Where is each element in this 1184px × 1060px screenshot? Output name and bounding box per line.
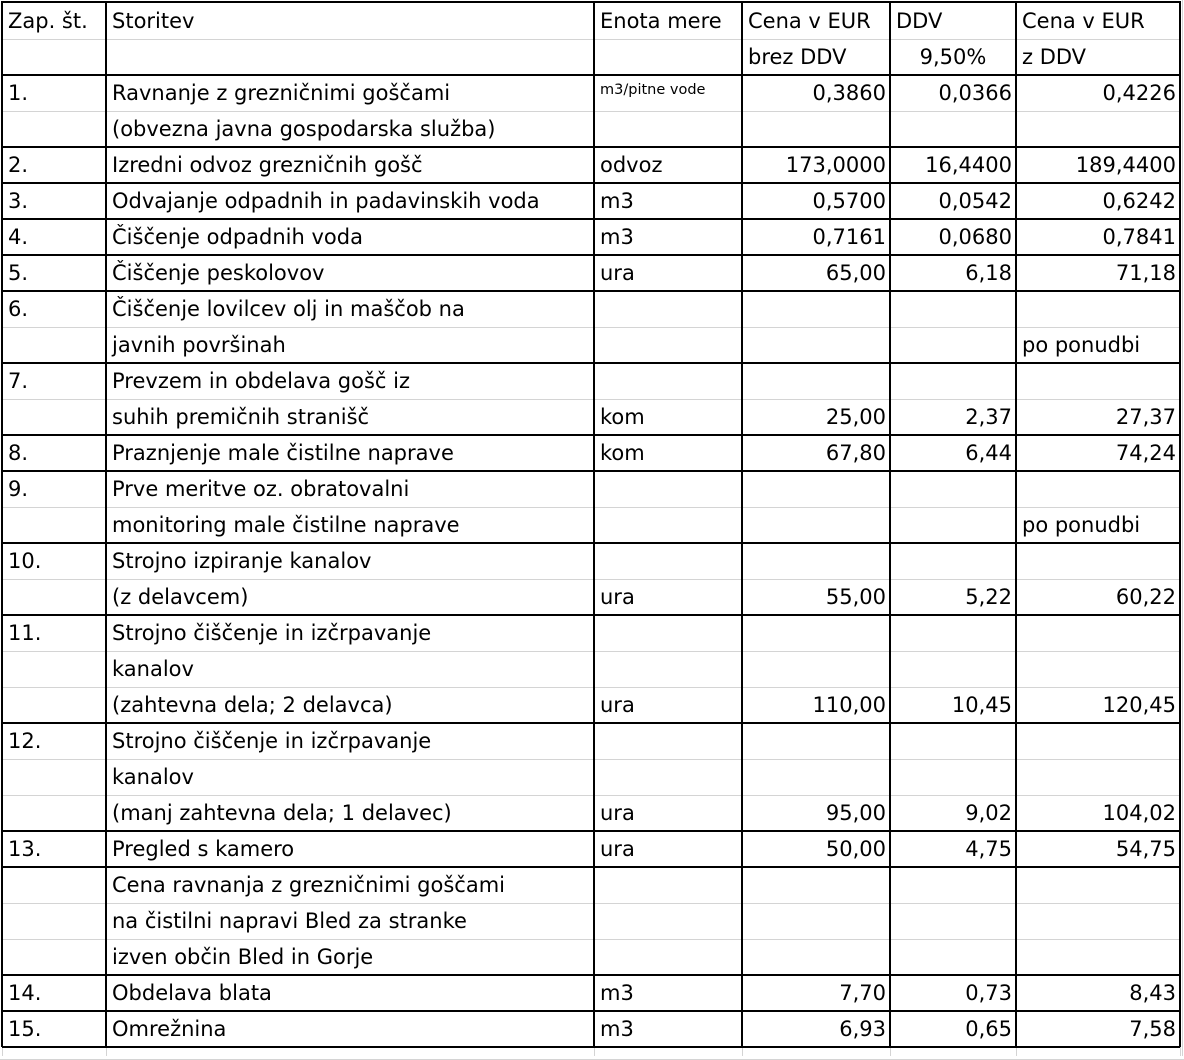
service-description: Čiščenje odpadnih voda <box>112 225 363 249</box>
price-without-vat: 110,00 <box>812 693 886 717</box>
service-description: Prve meritve oz. obratovalni <box>112 477 410 501</box>
service-description: Strojno čiščenje in izčrpavanje <box>112 729 432 753</box>
vat-amount <box>890 507 1016 543</box>
header-storitev: Storitev <box>112 9 195 33</box>
border-line <box>1179 1 1181 1047</box>
row-number: 6. <box>8 297 29 321</box>
row-number: 14. <box>8 981 42 1005</box>
gridline <box>2 1047 3 1056</box>
service-description: Pregled s kamero <box>112 837 295 861</box>
vat-amount: 0,0542 <box>938 189 1012 213</box>
border-line <box>2 1010 1180 1012</box>
price-with-vat: 120,45 <box>1102 693 1176 717</box>
row-number: 7. <box>8 369 29 393</box>
service-description: Strojno čiščenje in izčrpavanje <box>112 621 432 645</box>
price-without-vat: 173,0000 <box>785 153 886 177</box>
service-description: Ravnanje z grezničnimi goščami <box>112 81 451 105</box>
vat-amount: 16,4400 <box>925 153 1012 177</box>
vat-amount: 0,65 <box>965 1017 1012 1041</box>
vat-amount: 0,0366 <box>938 81 1012 105</box>
gridline <box>2 39 1180 40</box>
gridline <box>1016 1047 1017 1056</box>
gridline <box>890 1047 891 1056</box>
service-description: (zahtevna dela; 2 delavca) <box>112 693 393 717</box>
gridline <box>2 759 1180 760</box>
service-description: kanalov <box>112 765 194 789</box>
price-with-vat: 74,24 <box>1115 441 1176 465</box>
price-without-vat: 7,70 <box>839 981 886 1005</box>
service-description: (z delavcem) <box>112 585 249 609</box>
price-with-vat <box>1016 939 1180 975</box>
border-line <box>2 362 1180 364</box>
unit-of-measure: m3 <box>600 1017 634 1041</box>
unit-of-measure <box>594 939 742 975</box>
border-line <box>1015 1 1017 1047</box>
border-line <box>2 254 1180 256</box>
unit-of-measure: ura <box>600 693 635 717</box>
gridline <box>2 327 1180 328</box>
gridline <box>1180 1047 1181 1056</box>
unit-of-measure: kom <box>600 405 645 429</box>
price-note: po ponudbi <box>1022 333 1141 357</box>
gridline <box>742 1047 743 1056</box>
border-line <box>2 830 1180 832</box>
price-with-vat: 54,75 <box>1115 837 1176 861</box>
price-without-vat: 0,7161 <box>812 225 886 249</box>
vat-amount: 5,22 <box>965 585 1012 609</box>
unit-of-measure: m3 <box>600 225 634 249</box>
price-without-vat: 95,00 <box>825 801 886 825</box>
price-with-vat: 7,58 <box>1129 1017 1176 1041</box>
unit-of-measure <box>594 327 742 363</box>
price-with-vat: 189,4400 <box>1075 153 1176 177</box>
vat-amount: 0,0680 <box>938 225 1012 249</box>
service-description: suhih premičnih stranišč <box>112 405 370 429</box>
service-description: Čiščenje lovilcev olj in maščob na <box>112 297 465 321</box>
gridline <box>2 903 1180 904</box>
service-description: Obdelava blata <box>112 981 272 1005</box>
service-description: Cena ravnanja z grezničnimi goščami <box>112 873 506 897</box>
service-description: Izredni odvoz grezničnih gošč <box>112 153 423 177</box>
price-without-vat: 50,00 <box>825 837 886 861</box>
gridline <box>2 111 1180 112</box>
row-number: 13. <box>8 837 42 861</box>
price-with-vat: 8,43 <box>1129 981 1176 1005</box>
service-description: Odvajanje odpadnih in padavinskih voda <box>112 189 540 213</box>
unit-of-measure: odvoz <box>600 153 663 177</box>
service-description: na čistilni napravi Bled za stranke <box>112 909 467 933</box>
header-cena-z-line1: Cena v EUR <box>1022 9 1145 33</box>
vat-amount: 0,73 <box>965 981 1012 1005</box>
price-without-vat: 6,93 <box>839 1017 886 1041</box>
gridline <box>106 1047 107 1056</box>
price-with-vat: 27,37 <box>1115 405 1176 429</box>
gridline <box>2 507 1180 508</box>
gridline <box>2 687 1180 688</box>
header-cena-z-line2: z DDV <box>1022 45 1087 69</box>
unit-of-measure: ura <box>600 801 635 825</box>
border-line <box>2 1046 1180 1048</box>
price-without-vat: 0,5700 <box>812 189 886 213</box>
header-cena-brez-line1: Cena v EUR <box>748 9 871 33</box>
header-zap: Zap. št. <box>8 9 88 33</box>
vat-amount: 9,02 <box>965 801 1012 825</box>
unit-of-measure: ura <box>600 837 635 861</box>
border-line <box>2 974 1180 976</box>
border-line <box>2 542 1180 544</box>
header-ddv-line1: DDV <box>896 9 943 33</box>
service-description: Strojno izpiranje kanalov <box>112 549 372 573</box>
border-line <box>2 434 1180 436</box>
service-description: Prevzem in obdelava gošč iz <box>112 369 411 393</box>
gridline <box>2 651 1180 652</box>
row-number: 11. <box>8 621 42 645</box>
border-line <box>2 722 1180 724</box>
border-line <box>593 1 595 1047</box>
unit-of-measure: ura <box>600 585 635 609</box>
price-without-vat: 55,00 <box>825 585 886 609</box>
row-number: 12. <box>8 729 42 753</box>
service-description: (obvezna javna gospodarska služba) <box>112 117 496 141</box>
border-line <box>1 1 3 1047</box>
service-description: Čiščenje peskolovov <box>112 261 325 285</box>
header-cena-brez-line2: brez DDV <box>748 45 847 69</box>
price-without-vat <box>742 939 890 975</box>
service-description: Praznjenje male čistilne naprave <box>112 441 454 465</box>
gridline <box>594 1047 595 1056</box>
service-description: Omrežnina <box>112 1017 227 1041</box>
row-number: 4. <box>8 225 29 249</box>
price-with-vat: 0,6242 <box>1102 189 1176 213</box>
row-number: 2. <box>8 153 29 177</box>
service-description: monitoring male čistilne naprave <box>112 513 460 537</box>
unit-of-measure: m3/pitne vode <box>600 82 706 98</box>
service-description: kanalov <box>112 657 194 681</box>
border-line <box>2 866 1180 868</box>
price-with-vat: 104,02 <box>1102 801 1176 825</box>
vat-amount: 6,44 <box>965 441 1012 465</box>
price-without-vat <box>742 327 890 363</box>
row-number: 1. <box>8 81 29 105</box>
price-without-vat: 65,00 <box>825 261 886 285</box>
border-line <box>2 614 1180 616</box>
row-number: 3. <box>8 189 29 213</box>
gridline <box>2 579 1180 580</box>
border-line <box>2 1 1180 3</box>
service-description: javnih površinah <box>112 333 286 357</box>
unit-of-measure: m3 <box>600 981 634 1005</box>
border-line <box>2 74 1180 76</box>
row-number <box>2 867 106 903</box>
row-number: 9. <box>8 477 29 501</box>
border-line <box>2 146 1180 148</box>
border-line <box>2 218 1180 220</box>
border-line <box>2 470 1180 472</box>
vat-amount: 2,37 <box>965 405 1012 429</box>
row-number: 10. <box>8 549 42 573</box>
vat-amount: 6,18 <box>965 261 1012 285</box>
border-line <box>889 1 891 1047</box>
price-with-vat: 71,18 <box>1115 261 1176 285</box>
price-without-vat: 0,3860 <box>812 81 886 105</box>
gridline <box>2 939 1180 940</box>
header-enota: Enota mere <box>600 9 722 33</box>
border-line <box>741 1 743 1047</box>
header-ddv-rate: 9,50% <box>919 45 987 69</box>
unit-of-measure: ura <box>600 261 635 285</box>
service-description: (manj zahtevna dela; 1 delavec) <box>112 801 452 825</box>
border-line <box>105 1 107 1047</box>
row-number: 8. <box>8 441 29 465</box>
border-line <box>2 182 1180 184</box>
price-note: po ponudbi <box>1022 513 1141 537</box>
price-without-vat <box>742 507 890 543</box>
row-number: 15. <box>8 1017 42 1041</box>
unit-of-measure: m3 <box>600 189 634 213</box>
gridline <box>2 795 1180 796</box>
vat-amount: 10,45 <box>951 693 1012 717</box>
price-with-vat: 0,4226 <box>1102 81 1176 105</box>
vat-amount <box>890 939 1016 975</box>
row-number: 5. <box>8 261 29 285</box>
price-with-vat: 0,7841 <box>1102 225 1176 249</box>
border-line <box>2 290 1180 292</box>
vat-amount: 4,75 <box>965 837 1012 861</box>
vat-amount <box>890 327 1016 363</box>
price-without-vat: 25,00 <box>825 405 886 429</box>
gridline <box>2 399 1180 400</box>
gridline <box>1182 0 1183 1056</box>
unit-of-measure <box>594 507 742 543</box>
unit-of-measure: kom <box>600 441 645 465</box>
price-with-vat: 60,22 <box>1115 585 1176 609</box>
price-without-vat: 67,80 <box>825 441 886 465</box>
service-description: izven občin Bled in Gorje <box>112 945 374 969</box>
